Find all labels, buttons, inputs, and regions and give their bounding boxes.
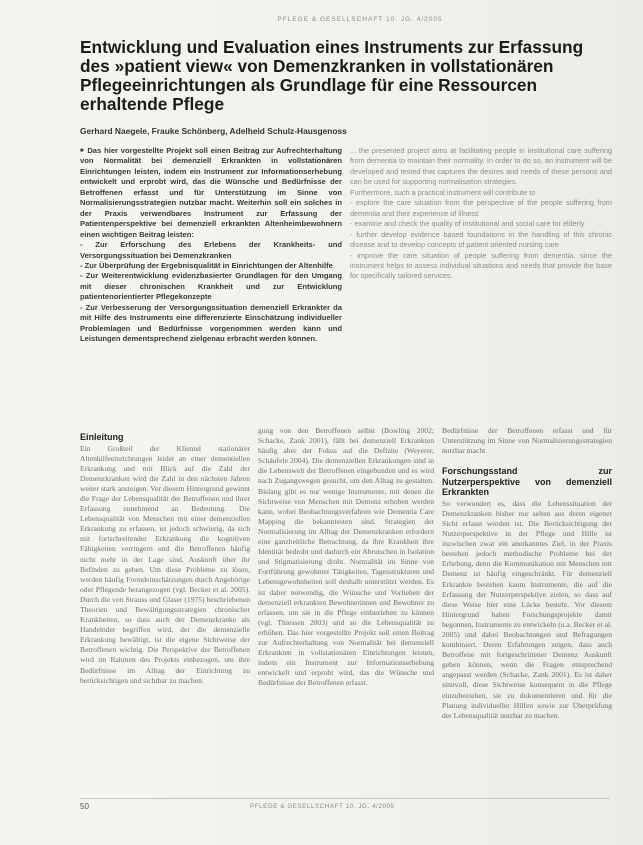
abstract-german-item: - Zur Weiterentwicklung evidenzbasierter Grundlagen für den Umgang mit dieser chronischen Krankheit und zur Entwicklung patientenorientierter Pflegekonzepte: [80, 271, 342, 302]
page-number: 50: [80, 802, 89, 811]
article-title: Entwicklung und Evaluation eines Instruments zur Erfassung des »patient view« von Demenzkranken in vollstationären Pflegeeinrichtungen als Grundlage für eine Ressourcen erhaltende Pflege: [80, 37, 584, 114]
section-heading-einleitung: Einleitung: [80, 432, 124, 442]
authors: Gerhard Naegele, Frauke Schönberg, Adelheid Schulz-Hausgenoss: [80, 126, 347, 136]
section-heading-forschungsstand: Forschungsstand zur Nutzerperspektive von demenziell Erkrankten: [442, 466, 612, 498]
body-paragraph: Bedürfnisse der Betroffenen erfasst und für Unterstützung im Sinne von Normalisierungsstrategien nutzbar macht.: [442, 426, 612, 456]
abstract-english-item: - improve the care situation of people suffering from dementia, since the instrument helps to assess individual situations and needs that provide the base for specifically tailored services.: [350, 250, 612, 281]
abstract-english-item: - explore the care situation from the perspective of the people suffering from dementia and their experience of illness: [350, 198, 612, 218]
journal-footer: PFLEGE & GESELLSCHAFT 10. JG. 4/2005: [250, 803, 395, 810]
running-head: PFLEGE & GESELLSCHAFT 10. JG. 4/2005: [277, 16, 443, 23]
abstract-english-item: - examine and check the quality of institutional and social care for elderly: [350, 219, 585, 229]
abstract-german: [80, 146, 342, 345]
abstract-german-item: - Zur Erforschung des Erlebens der Krankheits- und Versorgungssituation bei Demenzkranken: [80, 240, 342, 260]
body-column-3: [442, 426, 612, 792]
abstract-english-p2: Furthermore, such a practical instrument will contribute to: [350, 187, 536, 197]
abstract-english-p1: ... the presented project aims at facilitating people in institutional care suffering from dementia to maintain their normality. In order to do so, an instrument will be developed and tested that captures the desires and needs of these persons and can be used for supporting normalisation strategies.: [350, 146, 612, 187]
body-column-2: [258, 426, 434, 792]
abstract-english-item: - further develop evidence based foundations in the handling of this chronic disease and to develop concepts of patient oriented nursing care: [350, 229, 612, 250]
abstract-german-item: - Zur Verbesserung der Versorgungssituation demenziell Erkrankter da mit Hilfe des Instruments eine differenzierte Einschätzung individueller Problemlagen und Bedürfnisse vorgenommen werden kann und Leistungen dementsprechend zielgenau erbracht werden können.: [80, 302, 342, 344]
body-paragraph: Ein Großteil der Klientel stationärer Altenhilfeeinrichtungen leidet an einer dementiellen Erkrankung und mit Blick auf die Zahl der Demenzkranken wird die Zahl in den nächsten Jahren weiter stark ansteigen. Vor diesem Hintergrund gewinnt die Frage der Lebensqualität der Betroffenen und ihrer Erfassung zunehmend an Bedeutung. Die Lebensqualität von Menschen mit einer demenziellen Erkrankung zu erfassen, ist jedoch schwierig, da sich mit fortschreitender Erkrankung die kognitiven Fähigkeiten verringern und die Betroffenen häufig nicht mehr in der Lage sind, Auskunft über ihr Befinden zu geben. Um diese Probleme zu lösen, werden häufig Fremdeinschätzungen durch Angehörige oder Pflegende herangezogen (vgl. Becker et al. 2005). Durch die von Strauss und Glaser (1975) beschriebenen Theorien und Bewältigungsstrategien chronischer Krankheiten, so dass auch der Demenzkranke als Handelnder begriffen wird, der die demenzielle Erkrankung bewältigt, ist die eigene Sichtweise der Betroffenen wichtig. Die Perspektive der Betroffenen wird im Rahmen des Projekts einbezogen, um ihre Bedürfnisse im Alltag der Einrichtung zu berücksichtigen und sichtbar zu machen.: [80, 443, 250, 685]
footer-divider: [80, 798, 610, 799]
body-paragraph: gung von den Betroffenen selbst (Bowling 2002; Schacke, Zank 2001), fällt bei demenziell Erkrankten häufig aber der Fokus auf die Defizite (Weyerer, Schäufele 2004). Die demenziellen Erkrankungen sind in die Lebenswelt der Betroffenen eingebunden und es wird nach Zugangswegen gesucht, um den Alltag zu gestalten. Bislang gibt es nur wenige Instrumente, mit denen die Sichtweise von Menschen mit Demenz erhoben werden kann, wobei Beobachtungsverfahren wie Dementia Care Mapping die bekanntesten sind. Strategien der Normalisierung im Alltag der Demenzkranken erfordern eine ganzheitliche Betrachtung, da ihre Krankheit ihre Identität bedroht und dadurch ein Abrutschen in Isolation und Stigmatisierung droht. Normalität im Sinne von Fortführung gewohnter Tätigkeiten, Tagesstrukturen und Lebensgewohnheiten soll deshalb unterstützt werden. Es ist daher notwendig, die Wünsche und Vorlieben der demenziell erkrankten Bewohnerinnen und Bewohner zu erfassen, um sie in die Pflege einbeziehen zu können (vgl. Thiessen 2003) und so die Lebensqualität zu erhöhen. Das hier vorgestellte Projekt soll einen Beitrag zur Aufrechterhaltung von Normalität bei demenziell Erkrankten in vollstationären Einrichtungen leisten, indem ein Instrument zur Informationserhebung entwickelt und erprobt wird, das die Wünsche und Bedürfnisse der Betroffenen erfasst.: [258, 426, 434, 688]
square-bullet-icon: ■: [80, 148, 85, 154]
abstract-german-item: - Zur Überprüfung der Ergebnisqualität in Einrichtungen der Altenhilfe: [80, 260, 333, 270]
abstract-german-intro: ■ Das hier vorgestellte Projekt soll einen Beitrag zur Aufrechterhaltung von Normalität bei demenziell Erkrankten in vollstationären Einrichtungen leisten, indem ein Instrument zur Informationserhebung entwickelt und erprobt wird, das die Wünsche und Bedürfnisse der Betroffenen erfasst und für Unterstützung im Sinne von Normalisierungsstrategien nutzbar macht. Weiterhin soll ein solches in der Praxis verwendbares Instrument zur Erfassung der Patientenperspektive bei demenziell erkrankten Altenheimbewohnern einen wichtigen Beitrag leisten:: [80, 146, 343, 239]
abstract-english: [350, 146, 612, 282]
body-column-1: [80, 432, 250, 792]
body-paragraph: So verwundert es, dass die Lebenssituation der Demenzkranken bisher nur selten aus deren eigener Sicht erfasst worden ist. Die Berücksichtigung der Nutzerperspektive in der Pflege und Hilfe ist inzwischen zwar ein anerkanntes Ziel, in der Praxis bestehen jedoch methodische Probleme bei der Erhebung, denn die Kommunikation mit Menschen mit Demenz ist häufig eingeschränkt. Für demenziell Erkrankte bestehen kaum Instrumente, die auf die Erfassung der Nutzerperspektive zielen, so dass auf diese Weise hier eine Lücke besteht. Vor diesem Hintergrund haben Forschungsprojekte damit begonnen, Instrumente zu entwickeln (u.a. Becker et al. 2005) und dabei Beobachtungen und Befragungen kombiniert. Deren Erfahrungen zeigen, dass auch Betroffene mit fortgeschrittener Demenz Auskunft geben können, wenn die Fragen entsprechend angepasst werden (Schacke, Zank 2001). Es ist daher sinnvoll, diese Sichtweise konsequent in die Pflege einzubeziehen, sie zu dokumentieren und für die Planung individueller Hilfen sowie zur Überprüfung der Lebensqualität nutzbar zu machen.: [442, 498, 612, 720]
